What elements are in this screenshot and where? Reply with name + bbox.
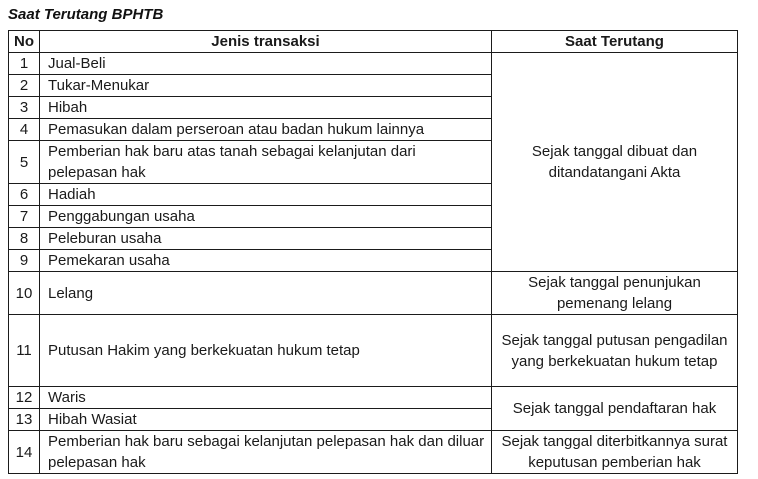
cell-no: 7 [9,206,40,228]
table-row [9,272,738,315]
cell-saat-terutang: Sejak tanggal dibuat dan ditandatangani Akta [492,53,738,272]
bphtb-table [8,30,738,474]
cell-jenis-transaksi: Penggabungan usaha [40,206,492,228]
header-jenis-transaksi: Jenis transaksi [40,31,492,53]
table-row [9,315,738,387]
cell-no: 1 [9,53,40,75]
table-header [9,31,738,53]
cell-jenis-transaksi: Pemberian hak baru sebagai kelanjutan pelepasan hak dan diluar pelepasan hak [40,431,492,474]
table-row [9,431,738,474]
cell-jenis-transaksi: Hibah [40,97,492,119]
table-body [9,53,738,474]
cell-no: 14 [9,431,40,474]
cell-no: 3 [9,97,40,119]
cell-jenis-transaksi: Jual-Beli [40,53,492,75]
cell-jenis-transaksi: Hibah Wasiat [40,409,492,431]
cell-saat-terutang: Sejak tanggal pendaftaran hak [492,387,738,431]
cell-jenis-transaksi: Peleburan usaha [40,228,492,250]
header-no: No [9,31,40,53]
cell-jenis-transaksi: Pemasukan dalam perseroan atau badan hukum lainnya [40,119,492,141]
cell-no: 12 [9,387,40,409]
cell-jenis-transaksi: Tukar-Menukar [40,75,492,97]
cell-no: 9 [9,250,40,272]
cell-jenis-transaksi: Waris [40,387,492,409]
cell-saat-terutang: Sejak tanggal penunjukan pemenang lelang [492,272,738,315]
cell-jenis-transaksi: Putusan Hakim yang berkekuatan hukum tetap [40,315,492,387]
cell-no: 11 [9,315,40,387]
cell-saat-terutang: Sejak tanggal diterbitkannya surat keputusan pemberian hak [492,431,738,474]
header-row [9,31,738,53]
cell-no: 8 [9,228,40,250]
cell-saat-terutang: Sejak tanggal putusan pengadilan yang berkekuatan hukum tetap [492,315,738,387]
page-title: Saat Terutang BPHTB [8,6,164,23]
table-row [9,387,738,409]
cell-jenis-transaksi: Pemberian hak baru atas tanah sebagai kelanjutan dari pelepasan hak [40,141,492,184]
cell-no: 6 [9,184,40,206]
cell-no: 10 [9,272,40,315]
cell-jenis-transaksi: Hadiah [40,184,492,206]
cell-no: 4 [9,119,40,141]
table-row [9,53,738,75]
cell-jenis-transaksi: Pemekaran usaha [40,250,492,272]
cell-no: 13 [9,409,40,431]
cell-no: 2 [9,75,40,97]
header-saat-terutang: Saat Terutang [492,31,738,53]
cell-no: 5 [9,141,40,184]
cell-jenis-transaksi: Lelang [40,272,492,315]
